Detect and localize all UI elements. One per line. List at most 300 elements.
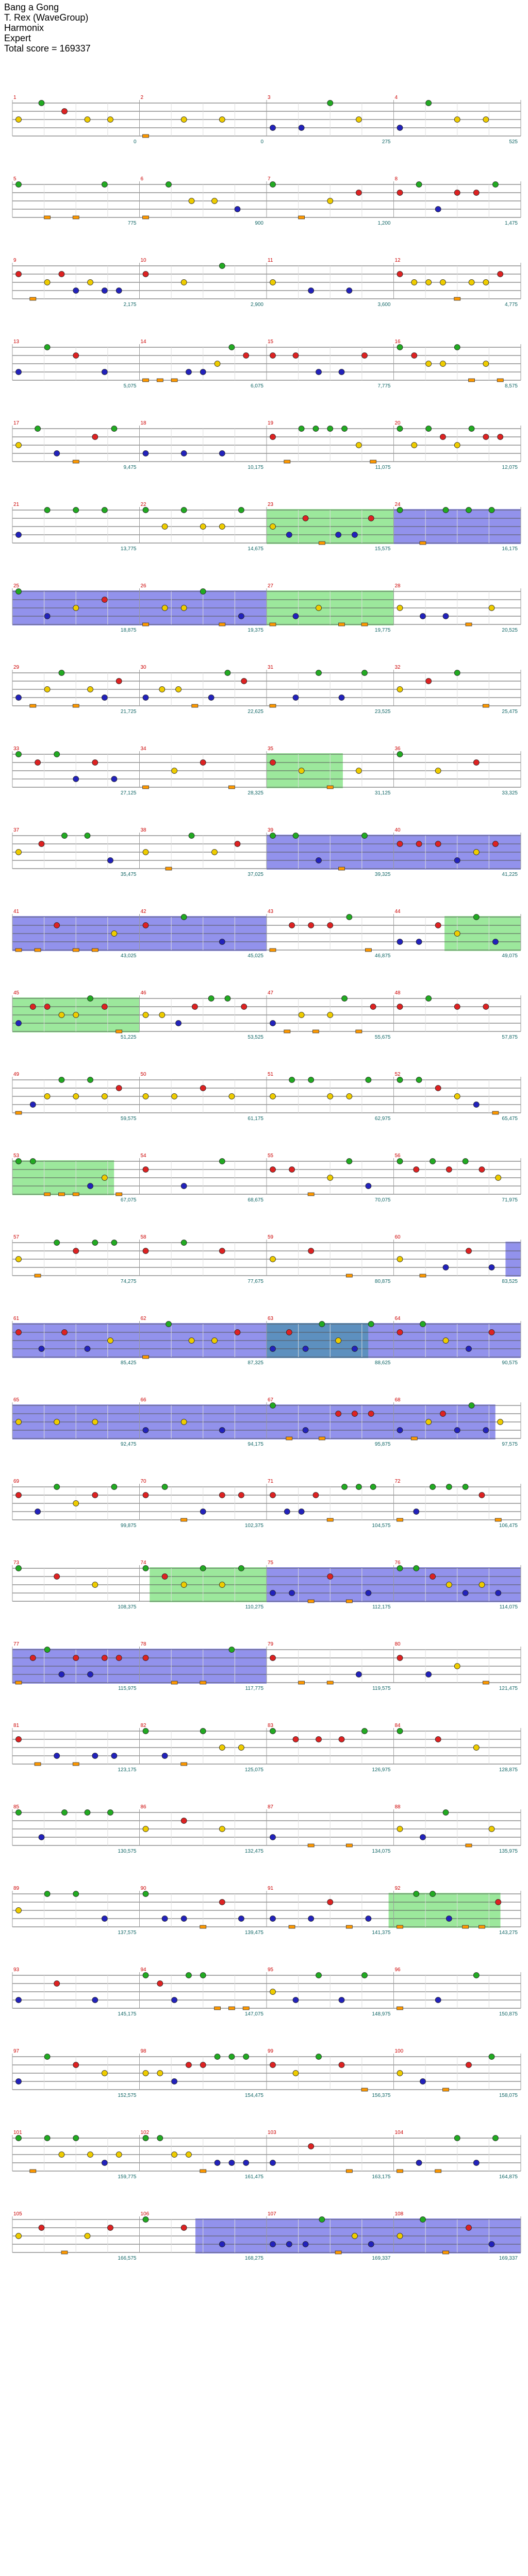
chart-row [12, 100, 521, 138]
green-note [54, 1484, 60, 1490]
red-note [397, 190, 403, 196]
measure-score: 125,075 [244, 1767, 263, 1773]
green-note [59, 670, 64, 676]
orange-note [346, 1844, 352, 1847]
red-note [16, 1330, 22, 1335]
measure-score: 45,025 [248, 953, 263, 959]
blue-note [102, 2160, 107, 2166]
yellow-note [426, 1419, 432, 1425]
measure-number: 77 [13, 1641, 20, 1647]
red-note [308, 2144, 314, 2149]
chart-row [12, 1565, 521, 1603]
measure-score: 16,175 [502, 546, 518, 552]
green-note [200, 1566, 206, 1571]
red-note [316, 1737, 322, 1742]
green-note [44, 1891, 50, 1897]
blue-note [443, 614, 449, 619]
chart-row [12, 426, 521, 463]
orange-note [435, 2170, 441, 2173]
chart-row [12, 344, 521, 382]
yellow-note [336, 1338, 341, 1344]
yellow-note [85, 2233, 90, 2239]
measure-score: 4,775 [504, 302, 518, 308]
measure-number: 28 [394, 583, 401, 589]
red-note [466, 1248, 472, 1254]
green-note [157, 2136, 163, 2141]
orange-note [73, 460, 79, 463]
yellow-note [479, 1582, 485, 1588]
measure-number: 56 [394, 1153, 401, 1159]
yellow-note [397, 1257, 403, 1262]
measure-number: 95 [268, 1967, 274, 1973]
green-note [270, 833, 276, 839]
red-note [219, 1900, 225, 1905]
measure-score: 94,175 [248, 1442, 263, 1447]
green-note [85, 833, 90, 839]
yellow-note [143, 1826, 148, 1832]
chart-row [12, 1647, 521, 1684]
green-note [143, 1566, 148, 1571]
measure-score: 13,775 [120, 546, 137, 552]
orange-note [286, 1437, 292, 1440]
green-note [30, 1159, 36, 1164]
red-note [336, 1411, 341, 1417]
yellow-note [411, 443, 417, 448]
blue-note [366, 1590, 371, 1596]
green-note [16, 752, 22, 757]
orange-note [143, 1355, 149, 1359]
yellow-note [270, 1094, 276, 1099]
green-note [59, 1077, 64, 1083]
measure-number: 39 [268, 827, 274, 833]
red-note [102, 1655, 107, 1661]
chart-row [12, 1891, 521, 1928]
measure-number: 61 [13, 1316, 20, 1321]
measure-score: 67,075 [120, 1197, 137, 1203]
blue-note [352, 532, 357, 538]
orange-note [270, 704, 276, 707]
measure-number: 44 [394, 909, 401, 914]
yellow-note [397, 2071, 403, 2076]
green-note [108, 1810, 113, 1816]
chart-row [12, 1402, 521, 1440]
red-note [39, 2225, 44, 2231]
red-note [39, 841, 44, 847]
yellow-note [16, 443, 22, 448]
chart-row [12, 914, 521, 952]
green-note [111, 1484, 117, 1490]
measure-score: 168,275 [244, 2256, 263, 2261]
red-note [200, 2062, 206, 2068]
measure-number: 18 [140, 420, 146, 426]
yellow-note [327, 198, 333, 204]
measure-score: 18,875 [120, 628, 137, 633]
measure-number: 91 [268, 1886, 274, 1891]
blue-note [414, 1509, 419, 1515]
measure-number: 19 [268, 420, 274, 426]
yellow-note [352, 2233, 357, 2239]
measure-number: 49 [13, 1072, 20, 1077]
measure-score: 166,575 [118, 2256, 137, 2261]
orange-note [463, 1925, 469, 1928]
yellow-note [16, 1908, 22, 1913]
green-note [473, 1973, 479, 1978]
blue-note [299, 125, 304, 131]
green-note [366, 1077, 371, 1083]
measure-score: 159,775 [118, 2174, 137, 2180]
yellow-note [143, 850, 148, 855]
measure-score: 114,075 [499, 1604, 518, 1610]
green-note [397, 1566, 403, 1571]
yellow-note [454, 1094, 460, 1099]
blue-note [473, 2160, 479, 2166]
green-note [454, 345, 460, 350]
red-note [397, 1655, 403, 1661]
measure-score: 1,475 [504, 221, 518, 226]
red-note [181, 2225, 187, 2231]
orange-note [228, 786, 235, 789]
yellow-note [219, 1745, 225, 1751]
measure-score: 31,125 [374, 790, 391, 796]
blue-note [176, 1021, 182, 1026]
blue-note [489, 1265, 494, 1270]
red-note [143, 272, 148, 277]
yellow-note [299, 1012, 304, 1018]
red-note [435, 1737, 441, 1742]
green-note [313, 426, 319, 432]
green-note [454, 2136, 460, 2141]
red-note [243, 353, 249, 359]
measure-score: 70,075 [374, 1197, 391, 1203]
measure-score: 2,900 [250, 302, 263, 308]
green-note [229, 1647, 235, 1653]
green-note [200, 1973, 206, 1978]
blue-note [416, 2160, 422, 2166]
blue-note [420, 614, 426, 619]
green-note [143, 2136, 148, 2141]
blue-note [466, 1346, 472, 1352]
measure-score: 161,475 [244, 2174, 263, 2180]
green-note [111, 1240, 117, 1246]
blue-note [162, 1916, 168, 1922]
green-note [370, 1484, 376, 1490]
orange-note [420, 1274, 426, 1277]
yellow-note [172, 1094, 177, 1099]
blue-note [219, 451, 225, 456]
measure-score: 147,075 [244, 2011, 263, 2017]
green-note [319, 1321, 325, 1327]
red-note [35, 760, 41, 766]
green-note [243, 2054, 249, 2060]
blue-note [397, 939, 403, 945]
green-note [200, 589, 206, 595]
orange-note [346, 1274, 352, 1277]
green-note [219, 263, 225, 269]
orange-note [327, 786, 333, 789]
blue-note [293, 1997, 299, 2003]
orange-note [361, 623, 368, 626]
orange-note [346, 1925, 352, 1928]
measure-number: 87 [268, 1804, 274, 1810]
yellow-note [454, 117, 460, 123]
yellow-note [440, 280, 446, 285]
yellow-note [483, 117, 489, 123]
green-note [44, 2136, 50, 2141]
yellow-note [162, 605, 168, 611]
red-note [466, 2225, 472, 2231]
measure-number: 98 [140, 2048, 146, 2054]
green-note [35, 426, 41, 432]
yellow-note [73, 605, 79, 611]
green-note [200, 1728, 206, 1734]
green-note [397, 345, 403, 350]
green-note [73, 1891, 79, 1897]
yellow-note [92, 1419, 98, 1425]
red-note [466, 2062, 472, 2068]
yellow-note [73, 1012, 79, 1018]
green-note [466, 507, 472, 513]
measure-score: 121,475 [499, 1686, 518, 1691]
orange-note [443, 2251, 449, 2254]
green-note [362, 1728, 368, 1734]
measure-score: 92,475 [120, 1442, 137, 1447]
measure-number: 22 [140, 502, 146, 507]
orange-note [192, 704, 198, 707]
blue-note [270, 2160, 276, 2166]
yellow-note [212, 198, 218, 204]
measure-number: 101 [13, 2130, 22, 2136]
blue-note [181, 1916, 187, 1922]
blue-note [463, 1590, 468, 1596]
yellow-note [108, 1338, 113, 1344]
red-note [30, 1004, 36, 1010]
blue-note [316, 369, 322, 375]
blue-note [270, 2242, 276, 2247]
measure-score: 55,675 [374, 1035, 391, 1040]
red-note [293, 353, 299, 359]
measure-score: 145,175 [118, 2011, 137, 2017]
measure-score: 150,875 [499, 2011, 518, 2017]
blue-note [16, 695, 22, 701]
red-note [16, 1737, 22, 1742]
green-note [469, 1403, 474, 1409]
measure-score: 85,425 [120, 1360, 137, 1366]
green-note [492, 2136, 498, 2141]
orange-note [181, 1762, 187, 1766]
chart-row [12, 2054, 521, 2091]
green-note [420, 1321, 426, 1327]
green-note [270, 1403, 276, 1409]
green-note [489, 2054, 494, 2060]
red-note [92, 434, 98, 440]
measure-score: 112,175 [372, 1604, 391, 1610]
orange-note [143, 216, 149, 219]
measure-score: 169,337 [372, 2256, 391, 2261]
measure-number: 10 [140, 258, 146, 263]
yellow-note [270, 1989, 276, 1995]
red-note [143, 923, 148, 928]
measure-number: 85 [13, 1804, 20, 1810]
yellow-note [356, 117, 361, 123]
orange-note [469, 379, 475, 382]
measure-score: 59,575 [120, 1116, 137, 1122]
measure-score: 51,225 [120, 1035, 137, 1040]
red-note [102, 1004, 107, 1010]
measure-number: 31 [268, 665, 274, 670]
red-note [270, 434, 276, 440]
yellow-note [397, 2233, 403, 2239]
measure-number: 52 [394, 1072, 401, 1077]
chart-row [12, 1321, 521, 1359]
measure-number: 88 [394, 1804, 401, 1810]
measure-score: 134,075 [372, 1849, 391, 1854]
measure-score: 12,075 [502, 465, 518, 470]
blue-note [200, 1509, 206, 1515]
measure-number: 51 [268, 1072, 274, 1077]
blue-note [496, 1590, 501, 1596]
blue-note [44, 614, 50, 619]
orange-note [308, 1193, 314, 1196]
yellow-note [181, 117, 187, 123]
blue-note [73, 288, 79, 294]
measure-number: 8 [394, 176, 398, 182]
yellow-note [111, 931, 117, 937]
green-note [166, 182, 172, 188]
red-note [435, 1086, 441, 1091]
green-note [397, 1077, 403, 1083]
green-note [319, 2217, 325, 2223]
measure-number: 81 [13, 1723, 20, 1728]
yellow-note [489, 1826, 494, 1832]
measure-score: 2,175 [123, 302, 137, 308]
chart-row [12, 1484, 521, 1521]
red-note [92, 1493, 98, 1498]
yellow-note [229, 1094, 235, 1099]
yellow-note [454, 443, 460, 448]
blue-note [270, 1021, 276, 1026]
green-note [88, 1077, 93, 1083]
yellow-note [219, 524, 225, 530]
red-note [492, 841, 498, 847]
orange-note [35, 1762, 41, 1766]
blue-note [219, 939, 225, 945]
blue-note [92, 1753, 98, 1759]
red-note [479, 1167, 485, 1173]
measure-number: 67 [268, 1397, 274, 1403]
orange-note [308, 1600, 314, 1603]
measure-score: 62,975 [374, 1116, 391, 1122]
yellow-note [212, 1338, 218, 1344]
measure-score: 88,625 [374, 1360, 391, 1366]
orange-note [15, 1681, 22, 1684]
green-note [85, 1810, 90, 1816]
measure-number: 83 [268, 1723, 274, 1728]
orange-note [483, 1681, 489, 1684]
measure-number: 97 [13, 2048, 20, 2054]
measure-number: 36 [394, 746, 401, 752]
green-note [443, 507, 449, 513]
orange-note [143, 786, 149, 789]
yellow-note [162, 524, 168, 530]
blue-note [181, 451, 187, 456]
measure-number: 14 [140, 339, 146, 345]
green-note [181, 914, 187, 920]
measure-score: 57,875 [502, 1035, 518, 1040]
measure-score: 154,475 [244, 2093, 263, 2098]
measure-score: 28,325 [248, 790, 263, 796]
yellow-note [176, 687, 182, 692]
green-note [397, 426, 403, 432]
red-note [200, 760, 206, 766]
yellow-note [411, 280, 417, 285]
measure-score: 8,575 [504, 383, 518, 389]
measure-score: 3,600 [377, 302, 391, 308]
red-note [62, 1330, 68, 1335]
red-note [143, 1493, 148, 1498]
orange-note [308, 1844, 314, 1847]
measure-score: 148,975 [372, 2011, 391, 2017]
red-note [368, 1411, 374, 1417]
yellow-note [469, 280, 474, 285]
blue-note [108, 858, 113, 863]
orange-note [270, 948, 276, 952]
measure-number: 108 [394, 2211, 404, 2217]
measure-number: 76 [394, 1560, 401, 1566]
green-note [102, 182, 107, 188]
measure-score: 14,675 [248, 546, 263, 552]
blue-note [54, 1753, 60, 1759]
red-note [116, 679, 122, 684]
red-note [219, 1248, 225, 1254]
measure-number: 60 [394, 1234, 401, 1240]
blue-note [293, 695, 299, 701]
blue-note [397, 125, 403, 131]
measure-number: 102 [140, 2130, 150, 2136]
yellow-note [327, 1175, 333, 1181]
orange-note [143, 134, 149, 138]
green-note [238, 1566, 244, 1571]
blue-note [54, 451, 60, 456]
red-note [192, 1004, 197, 1010]
measure-score: 22,625 [248, 709, 263, 715]
green-note [181, 507, 187, 513]
measure-number: 5 [13, 176, 16, 182]
orange-note [73, 1762, 79, 1766]
blue-note [308, 1916, 314, 1922]
red-note [30, 1655, 36, 1661]
measure-number: 105 [13, 2211, 22, 2217]
measure-score: 123,175 [118, 1767, 137, 1773]
measure-score: 9,475 [123, 465, 137, 470]
red-note [440, 434, 446, 440]
blue-note [489, 2242, 494, 2247]
measure-score: 525 [509, 139, 518, 145]
yellow-note [219, 117, 225, 123]
blue-note [116, 288, 122, 294]
orange-note [420, 541, 426, 545]
red-note [426, 679, 432, 684]
measure-number: 12 [394, 258, 401, 263]
chart-row [12, 1728, 521, 1766]
measure-score: 20,525 [502, 628, 518, 633]
red-note [352, 1411, 357, 1417]
yellow-note [397, 1826, 403, 1832]
orange-note [157, 379, 163, 382]
red-note [73, 1248, 79, 1254]
blue-note [16, 1021, 22, 1026]
measure-score: 87,325 [248, 1360, 263, 1366]
blue-note [308, 288, 314, 294]
